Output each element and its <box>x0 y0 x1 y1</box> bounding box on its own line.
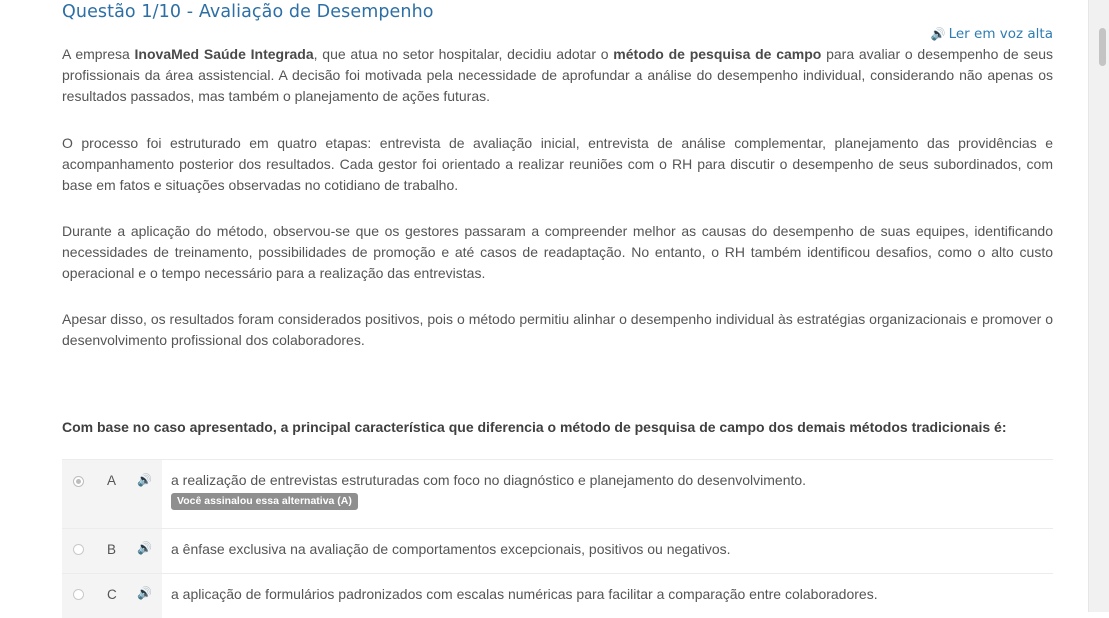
case-paragraph-1-part-1: A empresa <box>62 46 135 62</box>
option-c-letter: C <box>107 587 117 602</box>
case-paragraph-2: O processo foi estruturado em quatro etapas: entrevista de avaliação inicial, entrevista de análise complementar, planejamento das providências e acompanhamento posterior dos resultados. Cada gestor foi orientado a realizar reuniões com o RH para discutir o desempenho de seus subordinados, com base em fatos e situações observadas no cotidiano de trabalho. <box>62 135 1053 193</box>
option-c-radio[interactable] <box>73 589 84 600</box>
option-c-text: a aplicação de formulários padronizados com escalas numéricas para facilitar a comparação entre colaboradores. <box>171 586 878 602</box>
option-b-content <box>162 529 1053 573</box>
answer-options <box>62 459 1053 618</box>
option-a-text: a realização de entrevistas estruturadas com foco no diagnóstico e planejamento do desenvolvimento. <box>171 472 807 488</box>
speaker-icon: 🔊 <box>930 27 946 41</box>
vertical-scrollbar[interactable] <box>1088 0 1109 612</box>
option-c-controls <box>62 574 162 618</box>
read-aloud-button[interactable] <box>931 26 1053 42</box>
option-b-radio[interactable] <box>73 544 84 555</box>
option-b-controls <box>62 529 162 573</box>
option-b[interactable] <box>62 528 1053 573</box>
read-aloud-label: Ler em voz alta <box>948 26 1053 42</box>
method-name: método de pesquisa de campo <box>613 46 822 62</box>
speaker-icon[interactable]: 🔊 <box>137 473 152 487</box>
option-a-letter: A <box>107 473 117 488</box>
option-b-text: a ênfase exclusiva na avaliação de comportamentos excepcionais, positivos ou negativos. <box>171 541 731 557</box>
option-c[interactable] <box>62 573 1053 618</box>
option-b-letter: B <box>107 542 117 557</box>
case-paragraph-1-part-2: , que atua no setor hospitalar, decidiu adotar o <box>313 46 614 62</box>
option-a-radio[interactable] <box>73 476 84 487</box>
speaker-icon[interactable]: 🔊 <box>137 586 152 600</box>
company-name: InovaMed Saúde Integrada <box>134 46 314 62</box>
speaker-icon[interactable]: 🔊 <box>137 541 152 555</box>
option-a[interactable] <box>62 459 1053 528</box>
case-paragraph-3: Durante a aplicação do método, observou-se que os gestores passaram a compreender melhor as causas do desempenho de suas equipes, identificando necessidades de treinamento, possibilidades de promoção e até casos de readaptação. No entanto, o RH também identificou desafios, como o alto custo operacional e o tempo necessário para a realização das entrevistas. <box>62 223 1053 281</box>
question-title: Questão 1/10 - Avaliação de Desempenho <box>62 2 434 22</box>
case-paragraph-1-part-3: para avaliar o desempenho de seus profissionais da área assistencial. A decisão foi motivada pela necessidade de aprofundar a análise do desempenho individual, considerando não apenas os resultados passados, mas também o planejamento de ações futuras. <box>62 46 1054 104</box>
case-paragraph-4: Apesar disso, os resultados foram considerados positivos, pois o método permitiu alinhar o desempenho individual às estratégias organizacionais e promover o desenvolvimento profissional dos colaboradores. <box>62 311 1053 348</box>
option-c-content <box>162 574 1053 618</box>
scrollbar-thumb[interactable] <box>1099 28 1106 66</box>
case-paragraph-1 <box>62 44 1053 107</box>
option-a-content <box>162 460 1053 528</box>
selected-answer-badge: Você assinalou essa alternativa (A) <box>171 493 358 510</box>
question-prompt: Com base no caso apresentado, a principal característica que diferencia o método de pesquisa de campo dos demais métodos tradicionais é: <box>62 419 1007 435</box>
option-a-controls <box>62 460 162 528</box>
